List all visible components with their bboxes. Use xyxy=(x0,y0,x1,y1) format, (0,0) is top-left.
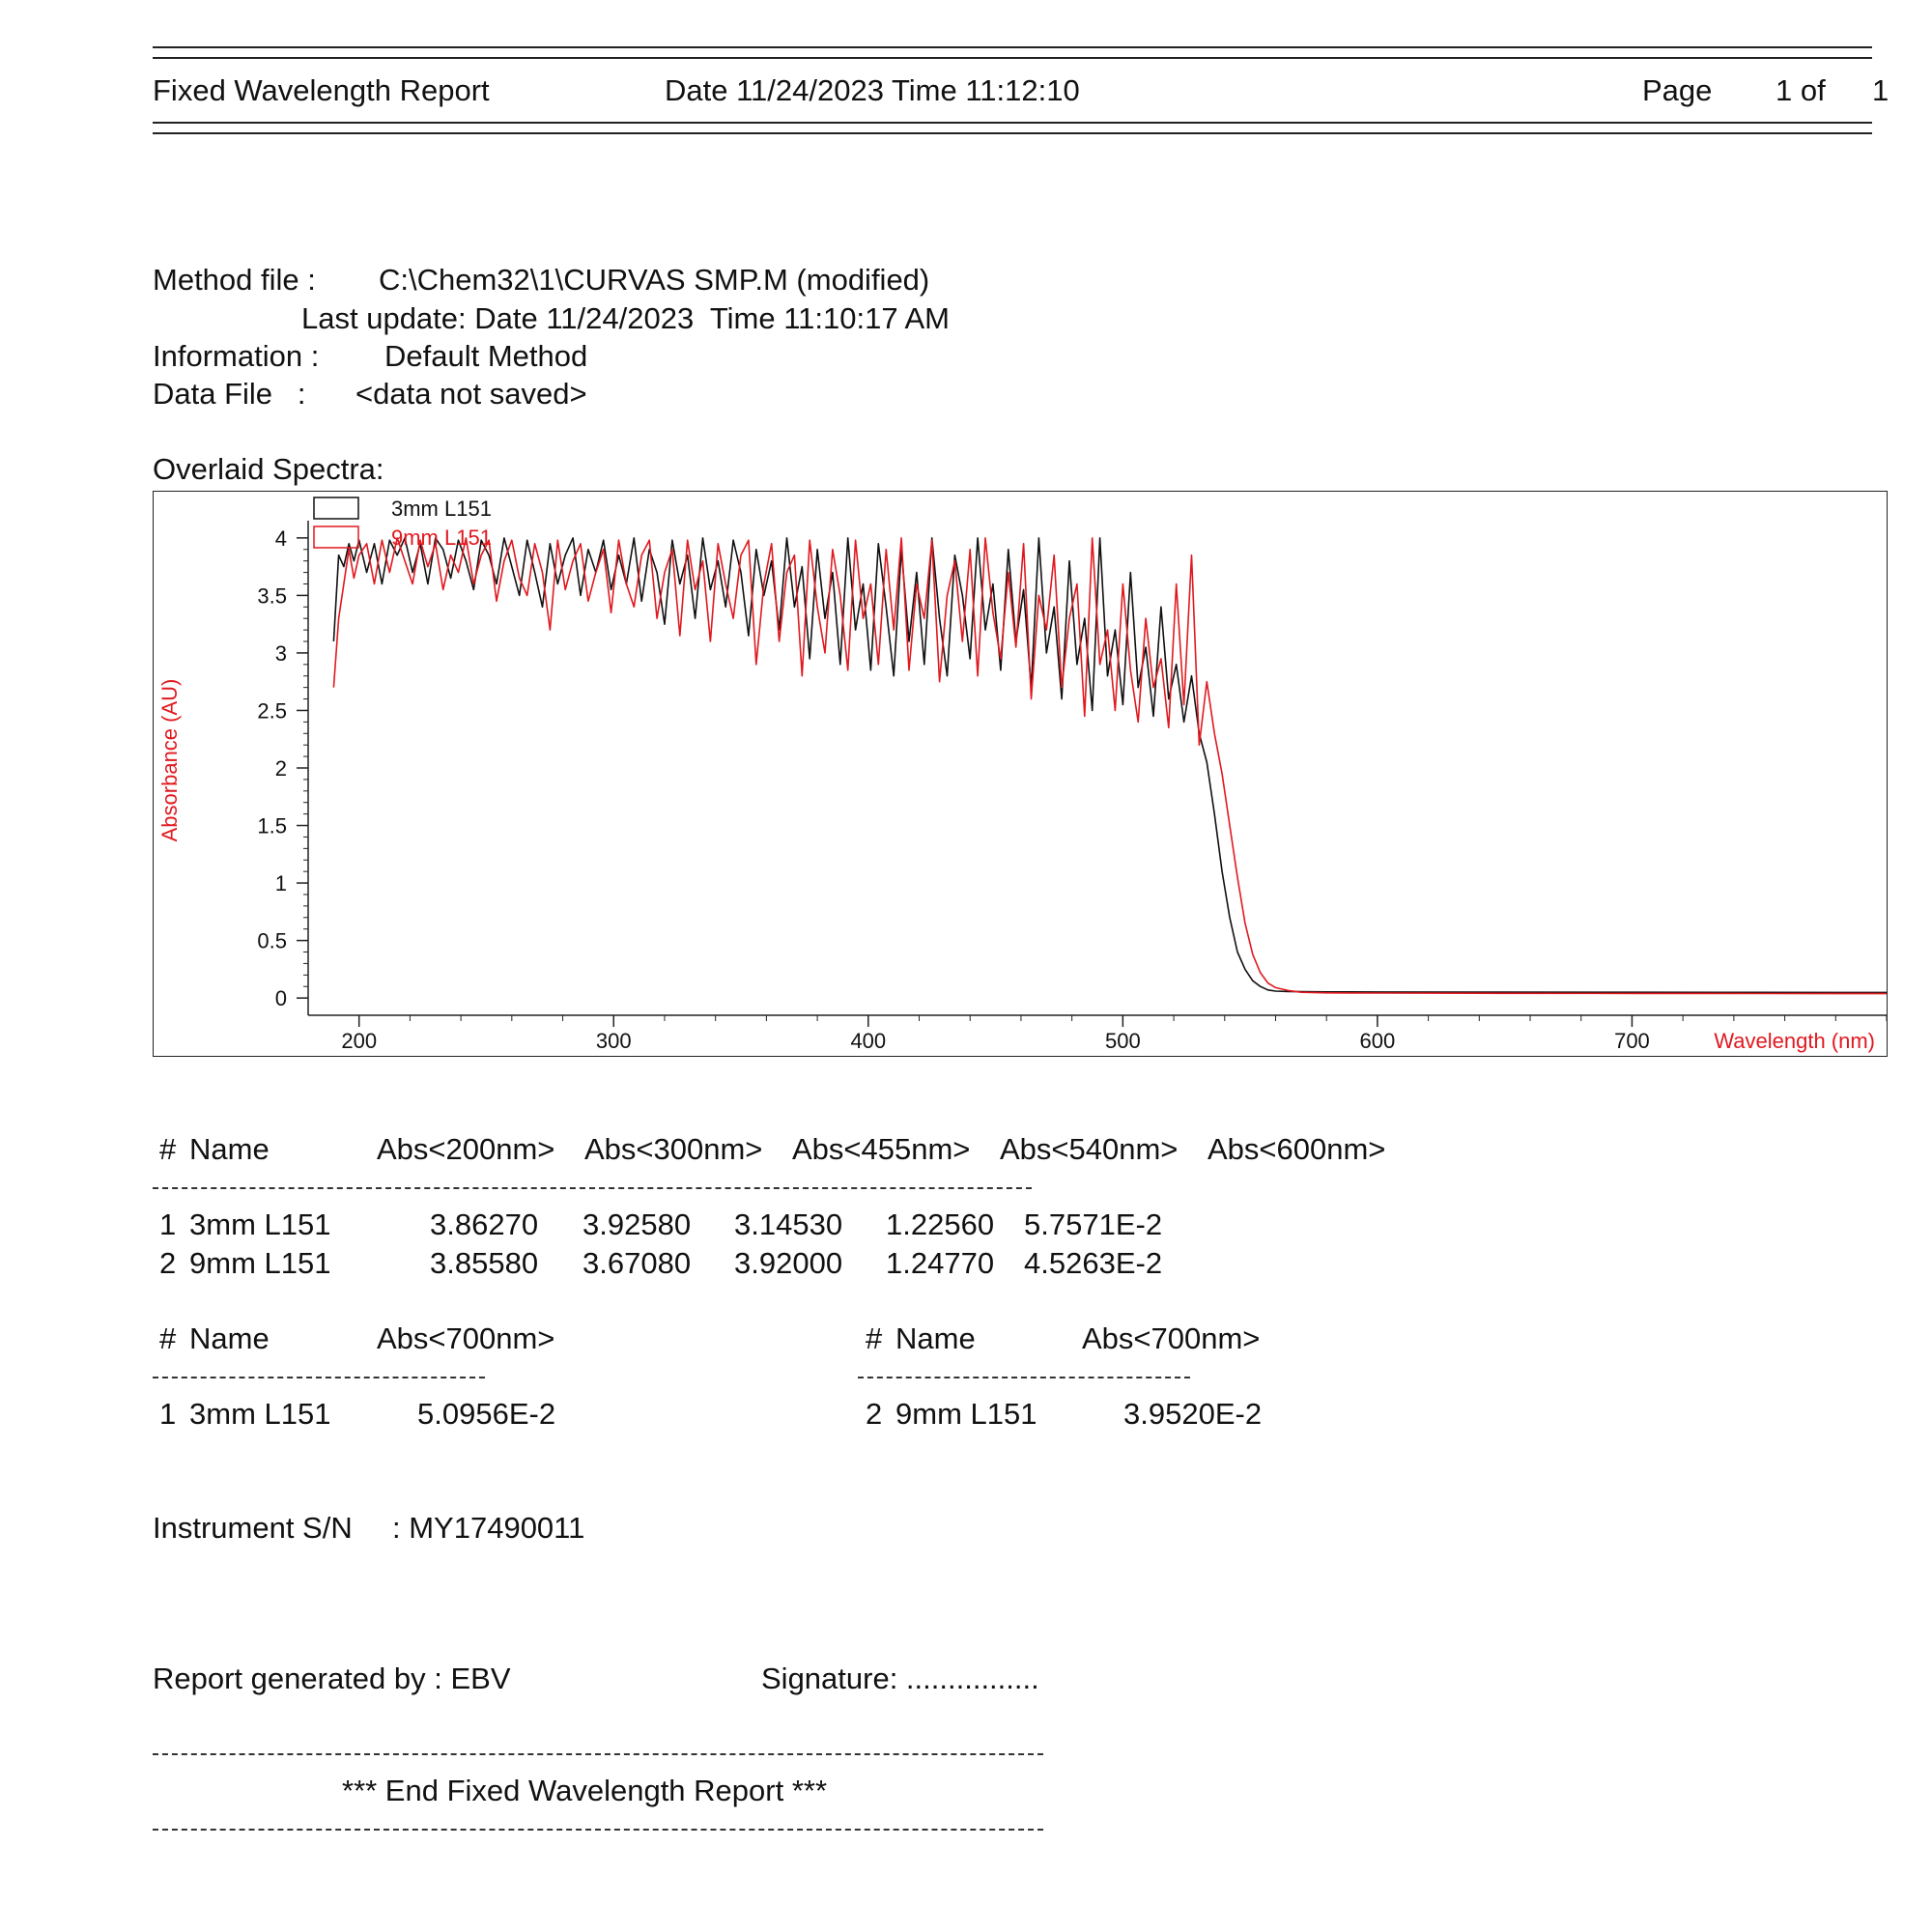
x-tick-label: 600 xyxy=(1359,1029,1396,1053)
t1-header-abs540: Abs<540nm> xyxy=(1000,1132,1179,1166)
t1-header-name: Name xyxy=(189,1132,270,1166)
t2l-header-name: Name xyxy=(189,1321,270,1355)
legend-label-1: 3mm L151 xyxy=(391,497,492,521)
footer-divider-top xyxy=(153,1753,1043,1755)
table-cell: 3.85580 xyxy=(430,1246,539,1280)
footer-divider-bottom xyxy=(153,1829,1043,1831)
y-axis-label: Absorbance (AU) xyxy=(157,678,182,842)
table-cell: 3.9520E-2 xyxy=(1123,1397,1263,1431)
y-tick-label: 4 xyxy=(274,526,287,551)
table-cell: 3.86270 xyxy=(430,1208,539,1241)
t2r-header-name: Name xyxy=(895,1321,976,1355)
t2l-header-hash: # xyxy=(159,1321,177,1355)
information-label: Information : xyxy=(153,339,320,373)
spectra-plot xyxy=(154,492,1887,1056)
t2r-header-abs700: Abs<700nm> xyxy=(1082,1321,1261,1355)
table-cell: 9mm L151 xyxy=(189,1246,331,1280)
table-cell: 3.14530 xyxy=(734,1208,843,1241)
end-of-report: *** End Fixed Wavelength Report *** xyxy=(342,1774,828,1807)
table-cell: 3mm L151 xyxy=(189,1208,331,1241)
table-cell: 3.92580 xyxy=(582,1208,692,1241)
table-row: 2 xyxy=(159,1246,177,1280)
page-label: Page xyxy=(1642,73,1713,107)
report-title: Fixed Wavelength Report xyxy=(153,73,490,107)
table-cell: 3.92000 xyxy=(734,1246,843,1280)
last-update: Last update: Date 11/24/2023 Time 11:10:17 AM xyxy=(301,301,950,335)
legend-swatch-2 xyxy=(314,526,358,548)
header-rule-top xyxy=(153,46,1872,59)
legend-swatch-1 xyxy=(314,497,358,519)
t1-header-divider xyxy=(153,1187,1032,1189)
y-tick-label: 2.5 xyxy=(257,698,287,724)
information-value: Default Method xyxy=(384,339,588,373)
t1-header-abs200: Abs<200nm> xyxy=(377,1132,555,1166)
table-cell: 5.7571E-2 xyxy=(1024,1208,1163,1241)
x-tick-label: 500 xyxy=(1104,1029,1141,1053)
t2l-divider xyxy=(153,1377,485,1378)
table-cell: 1.24770 xyxy=(886,1246,995,1280)
t1-header-abs300: Abs<300nm> xyxy=(584,1132,763,1166)
y-tick-label: 1.5 xyxy=(257,813,287,838)
x-tick-label: 700 xyxy=(1614,1029,1650,1053)
t1-header-abs455: Abs<455nm> xyxy=(792,1132,971,1166)
y-tick-label: 0.5 xyxy=(257,928,287,953)
table-row: 1 xyxy=(159,1208,177,1241)
table-row: 2 xyxy=(866,1397,883,1431)
table-row: 1 xyxy=(159,1397,177,1431)
data-file-label: Data File : xyxy=(153,377,306,411)
spectra-chart xyxy=(153,491,1888,1057)
page-total: 1 xyxy=(1872,73,1889,107)
series-line-1 xyxy=(333,538,1887,993)
x-axis-label: Wavelength (nm) xyxy=(1714,1029,1875,1053)
report-datetime: Date 11/24/2023 Time 11:12:10 xyxy=(665,73,1080,107)
table-cell: 3mm L151 xyxy=(189,1397,331,1431)
report-generated-by: Report generated by : EBV xyxy=(153,1662,511,1695)
data-file-value: <data not saved> xyxy=(355,377,587,411)
method-file-value: C:\Chem32\1\CURVAS SMP.M (modified) xyxy=(379,263,930,297)
table-cell: 1.22560 xyxy=(886,1208,995,1241)
overlaid-spectra-label: Overlaid Spectra: xyxy=(153,452,384,486)
series-line-2 xyxy=(333,538,1887,994)
table-cell: 4.5263E-2 xyxy=(1024,1246,1163,1280)
x-tick-label: 200 xyxy=(341,1029,378,1053)
t2r-header-hash: # xyxy=(866,1321,883,1355)
method-file-label: Method file : xyxy=(153,263,316,297)
t1-header-abs600: Abs<600nm> xyxy=(1208,1132,1386,1166)
y-tick-label: 3 xyxy=(274,640,287,666)
x-tick-label: 300 xyxy=(595,1029,632,1053)
page-of: 1 of xyxy=(1776,73,1826,107)
y-tick-label: 0 xyxy=(274,986,287,1011)
legend-label-2: 9mm L151 xyxy=(391,526,492,550)
header-rule-bottom xyxy=(153,122,1872,134)
t2r-divider xyxy=(858,1377,1190,1378)
y-tick-label: 3.5 xyxy=(257,583,287,609)
table-cell: 3.67080 xyxy=(582,1246,692,1280)
instrument-value: : MY17490011 xyxy=(392,1511,585,1545)
t1-header-hash: # xyxy=(159,1132,177,1166)
y-tick-label: 2 xyxy=(274,756,287,781)
x-tick-label: 400 xyxy=(850,1029,887,1053)
instrument-label: Instrument S/N xyxy=(153,1511,353,1545)
y-tick-label: 1 xyxy=(274,871,287,896)
table-cell: 5.0956E-2 xyxy=(417,1397,556,1431)
table-cell: 9mm L151 xyxy=(895,1397,1037,1431)
t2l-header-abs700: Abs<700nm> xyxy=(377,1321,555,1355)
signature: Signature: ................ xyxy=(761,1662,1039,1695)
